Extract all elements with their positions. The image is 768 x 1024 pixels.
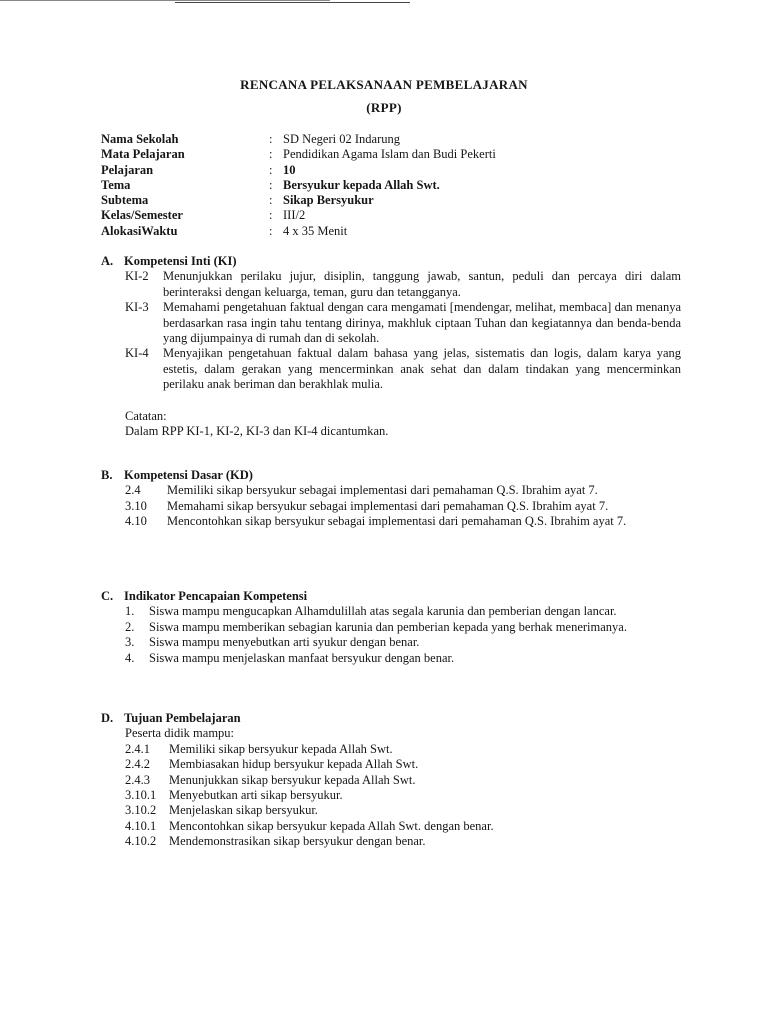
objective-number: 2.4.1: [125, 741, 150, 756]
indicator-text: Siswa mampu menyebutkan arti syukur dengan benar.: [149, 635, 420, 650]
objective-intro: Peserta didik mampu:: [125, 726, 235, 741]
indicator-text: Siswa mampu mengucapkan Alhamdulillah atas segala karunia dan pemberian dengan lancar.: [149, 604, 617, 619]
identity-colon: :: [269, 223, 273, 238]
objective-item: [125, 773, 681, 788]
indicator-number: 3.: [125, 635, 135, 650]
objective-number: 2.4.3: [125, 772, 150, 787]
objective-item: [125, 819, 681, 834]
ki-text: Menyajikan pengetahuan faktual dalam bahasa yang jelas, sistematis dan logis, dalam karya yang estetis, dalam gerakan yang mencerminkan anak sehat dan dalam tindakan yang mencerminkan perilaku anak beriman dan berakhlak mulia.: [163, 346, 681, 392]
indicator-item: [125, 604, 681, 619]
note-label: Catatan:: [125, 408, 167, 423]
section-heading: [101, 711, 681, 726]
kd-number: 4.10: [125, 514, 147, 529]
ki-code: KI-2: [125, 269, 149, 284]
note-text: Dalam RPP KI-1, KI-2, KI-3 dan KI-4 dicantumkan.: [125, 424, 389, 439]
ki-item: [125, 346, 681, 392]
section-letter: A.: [101, 254, 114, 268]
section-title: Tujuan Pembelajaran: [124, 711, 241, 725]
section-title: Kompetensi Inti (KI): [124, 254, 237, 268]
identity-label: Kelas/Semester: [101, 208, 183, 223]
kd-item: [125, 483, 681, 498]
section-letter: D.: [101, 711, 114, 725]
identity-value: 4 x 35 Menit: [283, 223, 348, 238]
section-heading: [101, 254, 681, 269]
identity-label: Subtema: [101, 193, 149, 208]
indicator-number: 1.: [125, 604, 135, 619]
identity-row-subtheme: [101, 193, 701, 208]
ki-text: Menunjukkan perilaku jujur, disiplin, tanggung jawab, santun, peduli dan percaya diri dalam berinteraksi dengan keluarga, teman, guru dan tetangganya.: [163, 269, 681, 299]
identity-row-subject: [101, 147, 701, 162]
identity-value: III/2: [283, 208, 306, 223]
identity-colon: :: [269, 177, 273, 192]
identity-block: [101, 132, 701, 239]
ki-code: KI-3: [125, 300, 149, 315]
section-letter: C.: [101, 589, 114, 603]
objective-item: [125, 757, 681, 772]
identity-value: Bersyukur kepada Allah Swt.: [283, 177, 440, 192]
identity-colon: :: [269, 147, 273, 162]
objective-item: [125, 788, 681, 803]
indicator-text: Siswa mampu memberikan sebagian karunia dan pemberian kepada yang berhak menerimanya.: [149, 619, 627, 634]
document-subtitle: (RPP): [366, 100, 402, 115]
kd-item: [125, 514, 681, 529]
kd-number: 2.4: [125, 483, 141, 498]
kd-text: Memahami sikap bersyukur sebagai implementasi dari pemahaman Q.S. Ibrahim ayat 7.: [167, 498, 609, 513]
section-heading: [101, 589, 681, 604]
identity-colon: :: [269, 162, 273, 177]
objective-item: [125, 803, 681, 818]
objective-text: Menyebutkan arti sikap bersyukur.: [169, 788, 343, 803]
identity-row-school: [101, 132, 701, 147]
identity-row-class: [101, 208, 701, 223]
identity-label: Mata Pelajaran: [101, 147, 185, 162]
section-kompetensi-dasar: [101, 468, 681, 530]
indicator-number: 2.: [125, 619, 135, 634]
section-tujuan: [101, 711, 681, 850]
identity-label: Pelajaran: [101, 162, 154, 177]
ki-code: KI-4: [125, 346, 149, 361]
section-title: Indikator Pencapaian Kompetensi: [124, 589, 308, 603]
objective-number: 3.10.2: [125, 803, 157, 818]
identity-label: Nama Sekolah: [101, 132, 179, 146]
kd-item: [125, 499, 681, 514]
ki-item: [125, 300, 681, 346]
identity-value: SD Negeri 02 Indarung: [283, 132, 400, 146]
indicator-text: Siswa mampu menjelaskan manfaat bersyukur dengan benar.: [149, 650, 455, 665]
ki-text: Memahami pengetahuan faktual dengan cara mengamati [mendengar, melihat, membaca] dan menanya berdasarkan rasa ingin tahu tentang dirinya, makhluk ciptaan Tuhan dan kegiatannya dan benda-benda yang dijumpainya di rumah dan di sekolah.: [163, 300, 681, 346]
objective-text: Membiasakan hidup bersyukur kepada Allah Swt.: [169, 757, 419, 772]
section-heading: [101, 468, 681, 483]
identity-colon: :: [269, 193, 273, 208]
objective-item: [125, 742, 681, 757]
objective-text: Mencontohkan sikap bersyukur kepada Allah Swt. dengan benar.: [169, 818, 494, 833]
ki-item: [125, 269, 681, 300]
objective-text: Menjelaskan sikap bersyukur.: [169, 803, 318, 818]
indicator-item: [125, 635, 681, 650]
objective-number: 3.10.1: [125, 788, 157, 803]
identity-row-time: [101, 224, 701, 239]
kd-number: 3.10: [125, 498, 147, 513]
objective-number: 4.10.1: [125, 818, 157, 833]
identity-value: Sikap Bersyukur: [283, 193, 374, 208]
section-indikator: [101, 589, 681, 666]
objective-text: Memiliki sikap bersyukur kepada Allah Swt.: [169, 741, 393, 756]
identity-row-theme: [101, 178, 701, 193]
section-kompetensi-inti: [101, 254, 681, 439]
document-title: RENCANA PELAKSANAAN PEMBELAJARAN: [240, 77, 528, 92]
objective-text: Mendemonstrasikan sikap bersyukur dengan benar.: [169, 834, 426, 849]
section-letter: B.: [101, 468, 113, 482]
identity-colon: :: [269, 208, 273, 223]
kd-text: Memiliki sikap bersyukur sebagai implementasi dari pemahaman Q.S. Ibrahim ayat 7.: [167, 483, 598, 498]
objective-number: 2.4.2: [125, 757, 150, 772]
identity-label: AlokasiWaktu: [101, 223, 178, 238]
identity-row-lesson: [101, 163, 701, 178]
objective-item: [125, 834, 681, 849]
identity-colon: :: [269, 132, 273, 146]
section-title: Kompetensi Dasar (KD): [124, 468, 253, 482]
indicator-item: [125, 620, 681, 635]
identity-value: Pendidikan Agama Islam dan Budi Pekerti: [283, 147, 496, 162]
identity-value: 10: [283, 162, 296, 177]
kd-text: Mencontohkan sikap bersyukur sebagai implementasi dari pemahaman Q.S. Ibrahim ayat 7.: [167, 514, 627, 529]
identity-label: Tema: [101, 177, 131, 192]
objective-text: Menunjukkan sikap bersyukur kepada Allah Swt.: [169, 772, 416, 787]
objective-number: 4.10.2: [125, 834, 157, 849]
indicator-number: 4.: [125, 650, 135, 665]
indicator-item: [125, 651, 681, 666]
